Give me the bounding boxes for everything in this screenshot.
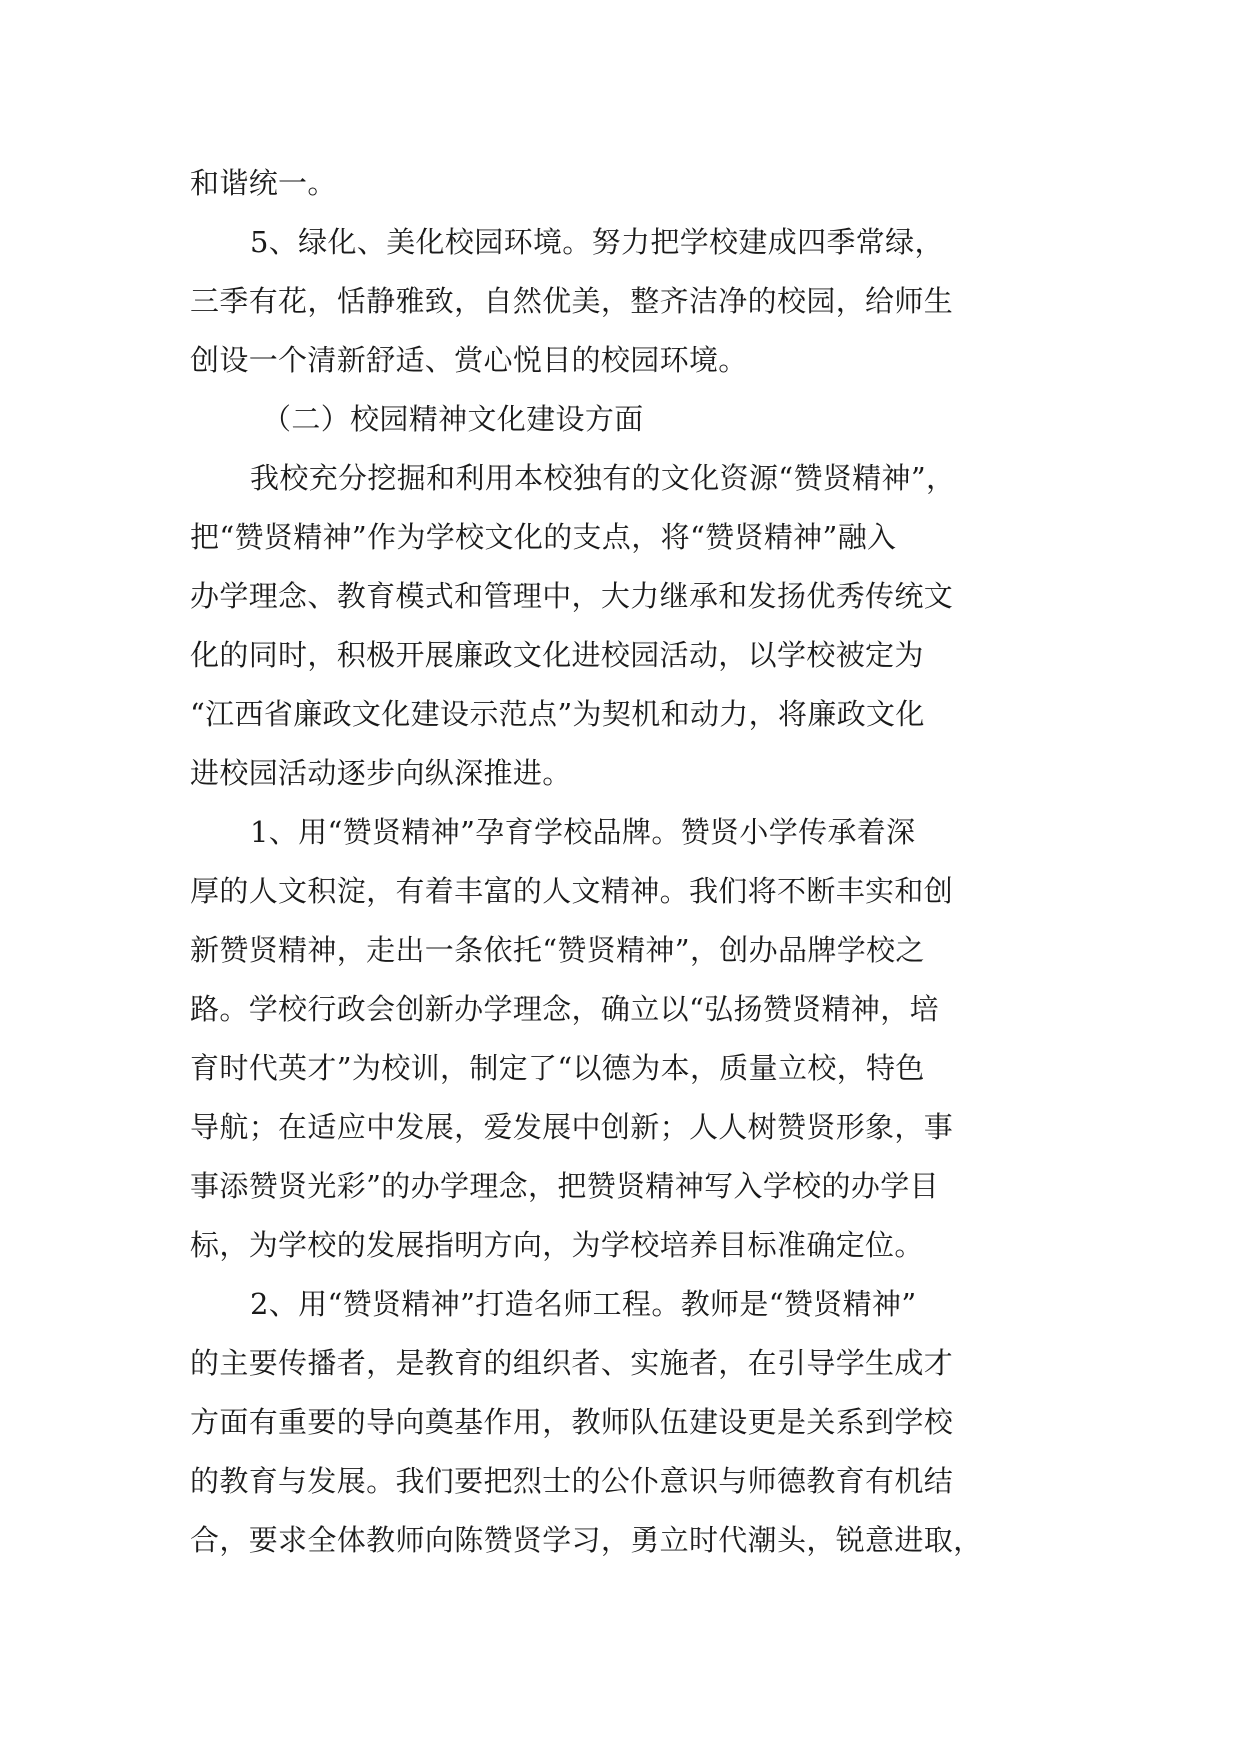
text-line: 厚的人文积淀，有着丰富的人文精神。我们将不断丰实和创 bbox=[190, 874, 954, 908]
text-line: 方面有重要的导向奠基作用，教师队伍建设更是关系到学校 bbox=[190, 1405, 954, 1439]
text-line: 和谐统一。 bbox=[190, 166, 337, 200]
text-line: 新赞贤精神，走出一条依托“赞贤精神”，创办品牌学校之 bbox=[190, 933, 925, 967]
text-line: 的教育与发展。我们要把烈士的公仆意识与师德教育有机结 bbox=[190, 1464, 954, 1498]
text-line: 创设一个清新舒适、赏心悦目的校园环境。 bbox=[190, 343, 748, 377]
section-heading: （二）校园精神文化建设方面 bbox=[262, 402, 644, 436]
text-line: 合，要求全体教师向陈赞贤学习，勇立时代潮头，锐意进取， bbox=[190, 1523, 983, 1557]
text-line: 事添赞贤光彩”的办学理念，把赞贤精神写入学校的办学目 bbox=[190, 1169, 939, 1203]
text-line: 把“赞贤精神”作为学校文化的支点，将“赞贤精神”融入 bbox=[190, 520, 897, 554]
text-line: 路。学校行政会创新办学理念，确立以“弘扬赞贤精神，培 bbox=[190, 992, 939, 1026]
text-line: “江西省廉政文化建设示范点”为契机和动力，将廉政文化 bbox=[190, 697, 925, 731]
text-line: 办学理念、教育模式和管理中，大力继承和发扬优秀传统文 bbox=[190, 579, 954, 613]
text-line: 导航；在适应中发展，爱发展中创新；人人树赞贤形象，事 bbox=[190, 1110, 954, 1144]
text-line: 化的同时，积极开展廉政文化进校园活动，以学校被定为 bbox=[190, 638, 924, 672]
text-line: 育时代英才”为校训，制定了“以德为本，质量立校，特色 bbox=[190, 1051, 925, 1085]
text-line: 2、用“赞贤精神”打造名师工程。教师是“赞贤精神” bbox=[250, 1287, 917, 1321]
text-line: 5、绿化、美化校园环境。努力把学校建成四季常绿， bbox=[250, 225, 944, 259]
text-line: 1、用“赞贤精神”孕育学校品牌。赞贤小学传承着深 bbox=[250, 815, 916, 849]
text-line: 进校园活动逐步向纵深推进。 bbox=[190, 756, 572, 790]
text-line: 的主要传播者，是教育的组织者、实施者，在引导学生成才 bbox=[190, 1346, 954, 1380]
text-line: 我校充分挖掘和利用本校独有的文化资源“赞贤精神”， bbox=[250, 461, 956, 495]
text-line: 三季有花，恬静雅致，自然优美，整齐洁净的校园，给师生 bbox=[190, 284, 954, 318]
text-line: 标，为学校的发展指明方向，为学校培养目标准确定位。 bbox=[190, 1228, 924, 1262]
